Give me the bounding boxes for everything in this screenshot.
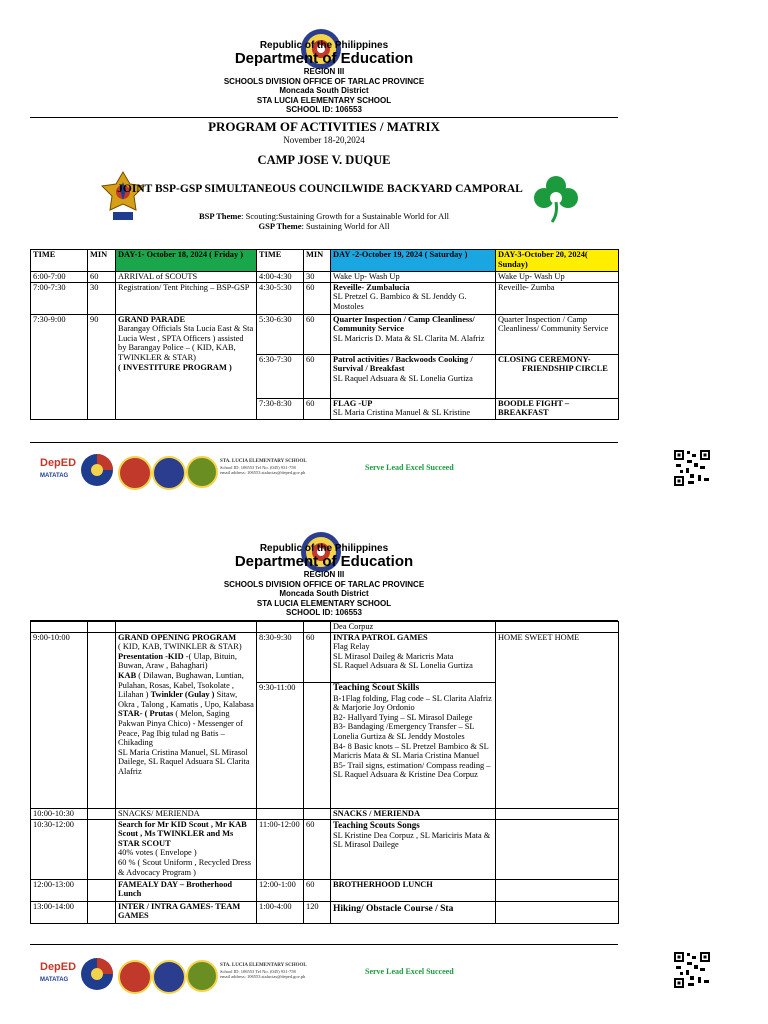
activity-cell: [331, 682, 496, 808]
header-day1: DAY-1- October 18, 2024 ( Friday ): [116, 250, 257, 272]
presentation-kid: Presentation -KID: [118, 651, 184, 661]
activity-leaders: SL Kristine Dea Corpuz , SL Mariciris Mata & SL Mirasol Dailege: [333, 830, 491, 850]
activity-title: Quarter Inspection / Camp Cleanliness/ Community Service: [333, 314, 475, 334]
activity-details: Barangay Officials Sta Lucia East & Sta Lucia West , SPTA Officers ) assisted by Barangay Police – ( KID, KAB, TWINKLER & STAR): [118, 324, 254, 362]
activity-title: INTRA PATROL GAMES: [333, 632, 428, 642]
time-cell: 8:30-9:30: [257, 632, 304, 682]
republic-text: Republic of the Philippines: [259, 543, 389, 554]
activity-cell: [116, 632, 257, 808]
activity-leaders: SL Maricris D. Mata & SL Clarita M. Alafriz: [333, 333, 485, 343]
time-cell: 7:30-8:30: [257, 398, 304, 419]
bagong-pilipinas-logo-icon: [80, 957, 114, 991]
division-text: SCHOOLS DIVISION OFFICE OF TARLAC PROVINCE: [223, 76, 425, 86]
school-text: STA LUCIA ELEMENTARY SCHOOL: [256, 95, 392, 105]
seal-2-icon: [152, 960, 186, 994]
matatag-logo: MATATAG: [40, 473, 69, 479]
seal-3-icon: [186, 960, 218, 992]
min-cell: 60: [304, 354, 331, 398]
time-cell: 9:30-11:00: [257, 682, 304, 808]
time-cell: 10:30-12:00: [31, 819, 88, 879]
activity-cell: SNACKS / MERIENDA: [331, 808, 496, 819]
skill-station: B2- Hallyard Tying – SL Mirasol Dailege: [333, 712, 473, 722]
activity-title: GRAND OPENING PROGRAM: [118, 632, 237, 642]
presentation-kab: KAB: [118, 670, 137, 680]
twinkler-groups: Sitaw, Okra , Talong , Kamatis , Upo, Kalabasa: [118, 690, 254, 709]
schedule-table-2: [30, 621, 619, 924]
time-cell: 5:30-6:30: [257, 314, 304, 354]
table-row: [31, 282, 619, 314]
presentation-star: STAR- ( Prutas: [118, 709, 174, 719]
region-text: REGION III: [303, 570, 345, 579]
min-cell: 90: [88, 314, 116, 419]
activity-title: Search for Mr KID Scout , Mr KAB Scout , Ms TWINKLER and Ms STAR SCOUT: [118, 819, 247, 848]
activity-title: Patrol activities / Backwoods Cooking / Survival / Breakfast: [333, 354, 473, 374]
activity-details: 60 % ( Scout Uniform , Recycled Dress & Advocacy Program ): [118, 857, 252, 877]
time-cell: 1:00-4:00: [257, 901, 304, 923]
friendship-circle: FRIENDSHIP CIRCLE: [522, 364, 608, 374]
footer: [30, 451, 618, 491]
gsp-theme-label: GSP Theme: [258, 221, 302, 231]
activity-title: FLAG -UP: [333, 398, 373, 408]
skill-station: B5- Trail signs, estimation/ Compass reading – SL Raquel Adsuara & Kristine Dea Corpuz: [333, 760, 491, 780]
school-id-text: SCHOOL ID: 106553: [286, 608, 362, 617]
header-day2: DAY -2-October 19, 2024 ( Saturday ): [331, 250, 496, 272]
activity-cell: BROTHERHOOD LUNCH: [331, 879, 496, 901]
time-cell: 6:00-7:00: [31, 272, 88, 283]
activity-cell: SNACKS/ MERIENDA: [116, 808, 257, 819]
table-header-row: [31, 250, 619, 272]
qr-code-icon: [672, 950, 712, 990]
footer-school-name: STA. LUCIA ELEMENTARY SCHOOL: [220, 963, 307, 968]
matatag-logo: MATATAG: [40, 977, 69, 983]
activity-leaders: SL Pretzel G. Bambico & SL Jenddy G. Mostoles: [333, 292, 467, 311]
themes: [30, 211, 618, 231]
deped-logo: DepED: [40, 457, 77, 469]
closing-ceremony: CLOSING CEREMONY-: [498, 354, 591, 364]
bsp-theme-label: BSP Theme: [199, 211, 242, 221]
activity-title: GRAND PARADE: [118, 314, 186, 324]
schedule-table-1: [30, 249, 619, 420]
activity-continuation: Dea Corpuz: [331, 622, 496, 633]
min-cell: 30: [88, 282, 116, 314]
activity-cell: [331, 282, 496, 314]
district-text: Moncada South District: [279, 589, 369, 598]
min-cell: 60: [304, 282, 331, 314]
skill-station: B3- Bandaging /Emergency Transfer – SL Lonelia Gurtiza & SL Jenddy Mostoles: [333, 722, 475, 741]
table-row: [31, 901, 619, 923]
footer-email: email address: 106553.stalucias@deped.gov.ph: [220, 974, 306, 979]
skill-station: B-1Flag folding, Flag code – SL Clarita Alafriz & Marjorie Joy Ordonio: [333, 693, 492, 713]
seal-2-icon: [152, 456, 186, 490]
min-cell: 120: [304, 901, 331, 923]
page-2: [0, 505, 768, 1024]
footer-contact: [220, 963, 307, 980]
activity-cell: HOME SWEET HOME: [496, 632, 619, 808]
footer-rule: [30, 442, 618, 443]
footer-rule: [30, 944, 618, 945]
activity-cell: Hiking/ Obstacle Course / Sta: [331, 901, 496, 923]
activity-cell: Reveille- Zumba: [496, 282, 619, 314]
time-cell: 7:30-9:00: [31, 314, 88, 419]
school-id-text: SCHOOL ID: 106553: [286, 105, 362, 114]
bagong-pilipinas-logo-icon: [80, 453, 114, 487]
footer: [30, 955, 618, 995]
activity-title: Teaching Scouts Songs: [333, 819, 420, 830]
activity-title: Reveille- Zumbalucia: [333, 282, 410, 292]
seal-1-icon: [118, 960, 152, 994]
min-cell: 60: [304, 879, 331, 901]
program-title: PROGRAM OF ACTIVITIES / MATRIX: [208, 119, 440, 134]
activity-cell: Wake Up- Wash Up: [331, 272, 496, 283]
activity-leaders: SL Raquel Adsuara & SL Lonelia Gurtiza: [333, 661, 473, 671]
activity-leaders: SL Maria Cristina Manuel, SL Mirasol Dailege, SL Raquel Adsuara SL Clarita Alafriz: [118, 747, 250, 776]
time-cell: 7:00-7:30: [31, 282, 88, 314]
header-min: MIN: [88, 250, 116, 272]
table-row: [31, 819, 619, 879]
camp-name: CAMP JOSE V. DUQUE: [257, 153, 391, 167]
activity-leaders: SL Raquel Adsuara & SL Lonelia Gurtiza: [333, 373, 473, 383]
header-day3: DAY-3-October 20, 2024( Sunday): [496, 250, 619, 272]
min-cell: 60: [304, 398, 331, 419]
program-title-block: [30, 119, 618, 145]
footer-school-name: STA. LUCIA ELEMENTARY SCHOOL: [220, 459, 307, 464]
min-cell: 60: [304, 819, 331, 879]
activity-leaders: SL Mirasol Daileg & Maricris Mata: [333, 651, 454, 661]
presentation-twinkler: Twinkler (Gulay ): [150, 690, 215, 700]
table-row: [31, 632, 619, 682]
activity-details: ( KID, KAB, TWINKLER & STAR): [118, 642, 242, 652]
table-row: [31, 808, 619, 819]
header-time-2: TIME: [257, 250, 304, 272]
program-dates: November 18-20,2024: [283, 135, 365, 145]
seal-3-icon: [186, 456, 218, 488]
min-cell: 60: [88, 272, 116, 283]
activity-cell: [331, 314, 496, 354]
activity-cell: [116, 819, 257, 879]
activity-cell: [331, 819, 496, 879]
table-row: [31, 314, 619, 354]
qr-code-icon: [672, 448, 712, 488]
footer-motto: Serve Lead Excel Succeed: [365, 967, 454, 976]
table-row: [31, 622, 619, 633]
star-groups: ( Melon, Saging Pakwan Pinya Chico) - Messenger of Peace, Pag Ibig tulad ng Batis – Chikading: [118, 709, 243, 748]
time-cell: 12:00-13:00: [31, 879, 88, 901]
deped-logo: DepED: [40, 961, 77, 973]
activity-cell: [496, 354, 619, 398]
seal-1-icon: [118, 456, 152, 490]
activity-cell: FAMEALY DAY – Brotherhood Lunch: [116, 879, 257, 901]
table-row: [31, 272, 619, 283]
footer-motto: Serve Lead Excel Succeed: [365, 463, 454, 472]
department-text: Department of Education: [234, 553, 414, 570]
footer-contact: [220, 459, 307, 476]
time-cell: 13:00-14:00: [31, 901, 88, 923]
skill-station: B4- 8 Basic knots – SL Pretzel Bambico & SL Maricris Mata & SL Maria Cristina Manuel: [333, 741, 489, 761]
footer-school-id: School ID: 106553 Tel No. (045) 931-758: [220, 464, 296, 470]
division-text: SCHOOLS DIVISION OFFICE OF TARLAC PROVINCE: [223, 579, 425, 589]
letterhead: [30, 543, 618, 618]
bsp-theme-text: : Scouting:Sustaining Growth for a Sustainable World for All: [241, 211, 449, 221]
school-text: STA LUCIA ELEMENTARY SCHOOL: [256, 598, 392, 608]
activity-cell: Registration/ Tent Pitching – BSP-GSP: [116, 282, 257, 314]
activity-leaders: SL Maria Cristina Manuel & SL Kristine: [333, 408, 471, 418]
event-title: JOINT BSP-GSP SIMULTANEOUS COUNCILWIDE BACKYARD CAMPORAL: [117, 183, 523, 195]
header-time: TIME: [31, 250, 88, 272]
region-text: REGION III: [303, 67, 345, 76]
republic-text: Republic of the Philippines: [259, 40, 389, 51]
time-cell: 10:00-10:30: [31, 808, 88, 819]
activity-cell: [331, 632, 496, 682]
activity-subtitle: ( INVESTITURE PROGRAM ): [118, 362, 232, 372]
activity-cell: [331, 354, 496, 398]
activity-cell: ARRIVAL of SCOUTS: [116, 272, 257, 283]
footer-school-id: School ID: 106553 Tel No. (045) 931-758: [220, 968, 296, 974]
time-cell: 4:00-4:30: [257, 272, 304, 283]
gsp-theme-text: : Sustaining World for All: [301, 221, 390, 231]
activity-cell: BOODLE FIGHT – BREAKFAST: [496, 398, 619, 419]
page-1: [0, 0, 768, 505]
min-cell: 30: [304, 272, 331, 283]
department-text: Department of Education: [234, 50, 414, 67]
table-row: [31, 879, 619, 901]
time-cell: 4:30-5:30: [257, 282, 304, 314]
footer-email: email address: 106553.stalucias@deped.gov.ph: [220, 470, 306, 475]
kab-groups: ( Dilawan, Bughawan, Luntian, Pulahan, Rosas, Kabel, Tsokolate , Lilahan ): [118, 670, 244, 700]
activity-details: 40% votes ( Envelope ): [118, 848, 197, 858]
activity-title: Teaching Scout Skills: [333, 682, 420, 693]
min-cell: 60: [304, 632, 331, 682]
activity-cell: Wake Up- Wash Up: [496, 272, 619, 283]
activity-cell: INTER / INTRA GAMES- TEAM GAMES: [116, 901, 257, 923]
time-cell: 9:00-10:00: [31, 632, 88, 808]
time-cell: 12:00-1:00: [257, 879, 304, 901]
time-cell: 11:00-12:00: [257, 819, 304, 879]
time-cell: 6:30-7:30: [257, 354, 304, 398]
header-min-2: MIN: [304, 250, 331, 272]
header-rule: [30, 117, 618, 118]
activity-details: Flag Relay: [333, 642, 370, 652]
min-cell: 60: [304, 314, 331, 354]
activity-cell: [116, 314, 257, 419]
activity-cell: [331, 398, 496, 419]
activity-cell: Quarter Inspection / Camp Cleanliness/ Community Service: [496, 314, 619, 354]
letterhead: [30, 40, 618, 115]
kid-groups: -( Ulap, Bituin, Buwan, Araw , Bahaghari): [118, 651, 237, 671]
district-text: Moncada South District: [279, 86, 369, 95]
